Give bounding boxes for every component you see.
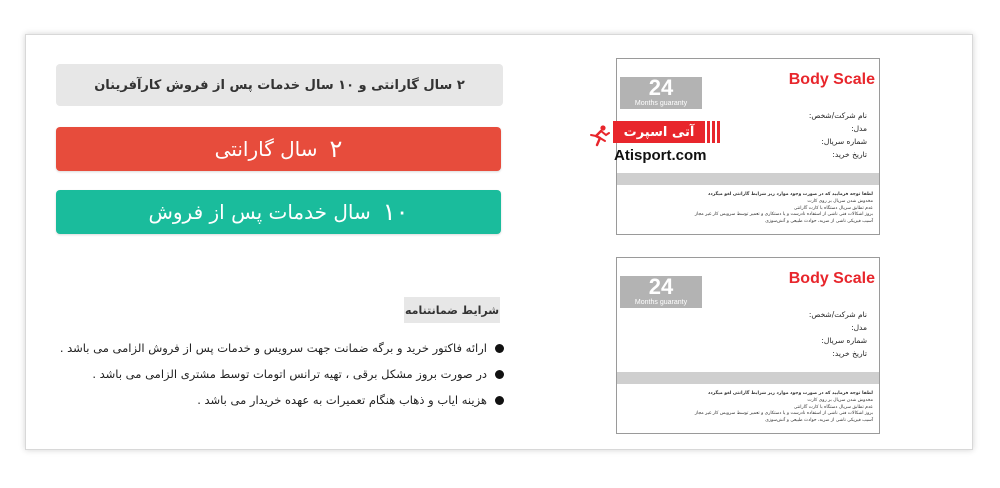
- months-badge: [620, 276, 702, 308]
- card-field: تاریخ خرید:: [832, 150, 867, 159]
- card-title: Body Scale: [788, 270, 875, 287]
- bullet-icon: [495, 396, 504, 405]
- bullet-icon: [495, 370, 504, 379]
- terms-item-text: در صورت بروز مشکل برقی ، تهیه ترانس اتومات توسط مشتری الزامی می باشد .: [92, 367, 487, 381]
- card-note: مخدوش شدن سریال بر روی کارت: [807, 198, 873, 204]
- warranty-years-label: سال گارانتی: [214, 137, 318, 161]
- card-notes: [693, 391, 873, 425]
- card-note: آسیب فیزیکی ناشی از ضربه، حوادث طبیعی و آتش‌سوزی: [765, 219, 873, 225]
- terms-title: شرایط ضمانتنامه: [404, 297, 500, 323]
- card-note: بروز اشکالات فنی ناشی از استفاده نادرست و یا دستکاری و تعمیر توسط سرویس کار غیر مجاز: [694, 212, 873, 218]
- bullet-icon: [495, 344, 504, 353]
- warranty-years-number: ۲: [329, 135, 343, 163]
- atisport-logo: [582, 121, 727, 169]
- card-field: نام شرکت/شخص:: [808, 310, 867, 319]
- card-fields: [747, 308, 867, 360]
- card-note: عدم تطابق سریال دستگاه با کارت گارانتی: [793, 404, 873, 410]
- card-notes-heading: لطفا توجه فرمایید که در صورت وجود موارد زیر شرایط گارانتی لغو میگردد: [708, 391, 873, 396]
- card-divider: [617, 372, 879, 384]
- terms-item-text: هزینه ایاب و ذهاب هنگام تعمیرات به عهده خریدار می باشد .: [197, 393, 487, 407]
- card-divider: [617, 173, 879, 185]
- card-field: مدل:: [851, 323, 867, 332]
- warranty-panel: [25, 34, 973, 450]
- logo-text-fa: آتی اسپرت: [613, 121, 705, 143]
- service-years-label: سال خدمات پس از فروش: [148, 200, 371, 224]
- list-item: [46, 361, 504, 387]
- list-item: [46, 387, 504, 413]
- list-item: [46, 335, 504, 361]
- card-notes-heading: لطفا توجه فرمایید که در صورت وجود موارد زیر شرایط گارانتی لغو میگردد: [708, 192, 873, 197]
- card-field: مدل:: [851, 124, 867, 133]
- months-text: Months guaranty: [634, 100, 688, 107]
- card-note: عدم تطابق سریال دستگاه با کارت گارانتی: [793, 205, 873, 211]
- card-field: شماره سریال:: [821, 336, 867, 345]
- card-title: Body Scale: [788, 71, 875, 88]
- service-years-number: ۱۰: [382, 198, 409, 226]
- card-fields: [747, 109, 867, 161]
- page-title: ۲ سال گارانتی و ۱۰ سال خدمات پس از فروش کارآفرینان: [56, 64, 503, 106]
- card-notes: [693, 192, 873, 226]
- card-note: آسیب فیزیکی ناشی از ضربه، حوادث طبیعی و آتش‌سوزی: [765, 418, 873, 424]
- months-number: 24: [648, 274, 674, 299]
- terms-list: [46, 335, 504, 413]
- card-field: تاریخ خرید:: [832, 349, 867, 358]
- card-field: شماره سریال:: [821, 137, 867, 146]
- months-badge: [620, 77, 702, 109]
- service-years-button[interactable]: [56, 190, 501, 234]
- card-field: نام شرکت/شخص:: [808, 111, 867, 120]
- warranty-years-button[interactable]: [56, 127, 501, 171]
- card-note: مخدوش شدن سریال بر روی کارت: [807, 397, 873, 403]
- months-text: Months guaranty: [634, 299, 688, 306]
- logo-stripes: [707, 121, 721, 143]
- logo-text-en: Atisport.com: [614, 147, 707, 164]
- terms-item-text: ارائه فاکتور خرید و برگه ضمانت جهت سرویس و خدمات پس از فروش الزامی می باشد .: [59, 341, 487, 355]
- card-note: بروز اشکالات فنی ناشی از استفاده نادرست و یا دستکاری و تعمیر توسط سرویس کار غیر مجاز: [694, 411, 873, 417]
- months-number: 24: [648, 75, 674, 100]
- runner-icon: [588, 125, 610, 147]
- warranty-card-image: [616, 257, 880, 434]
